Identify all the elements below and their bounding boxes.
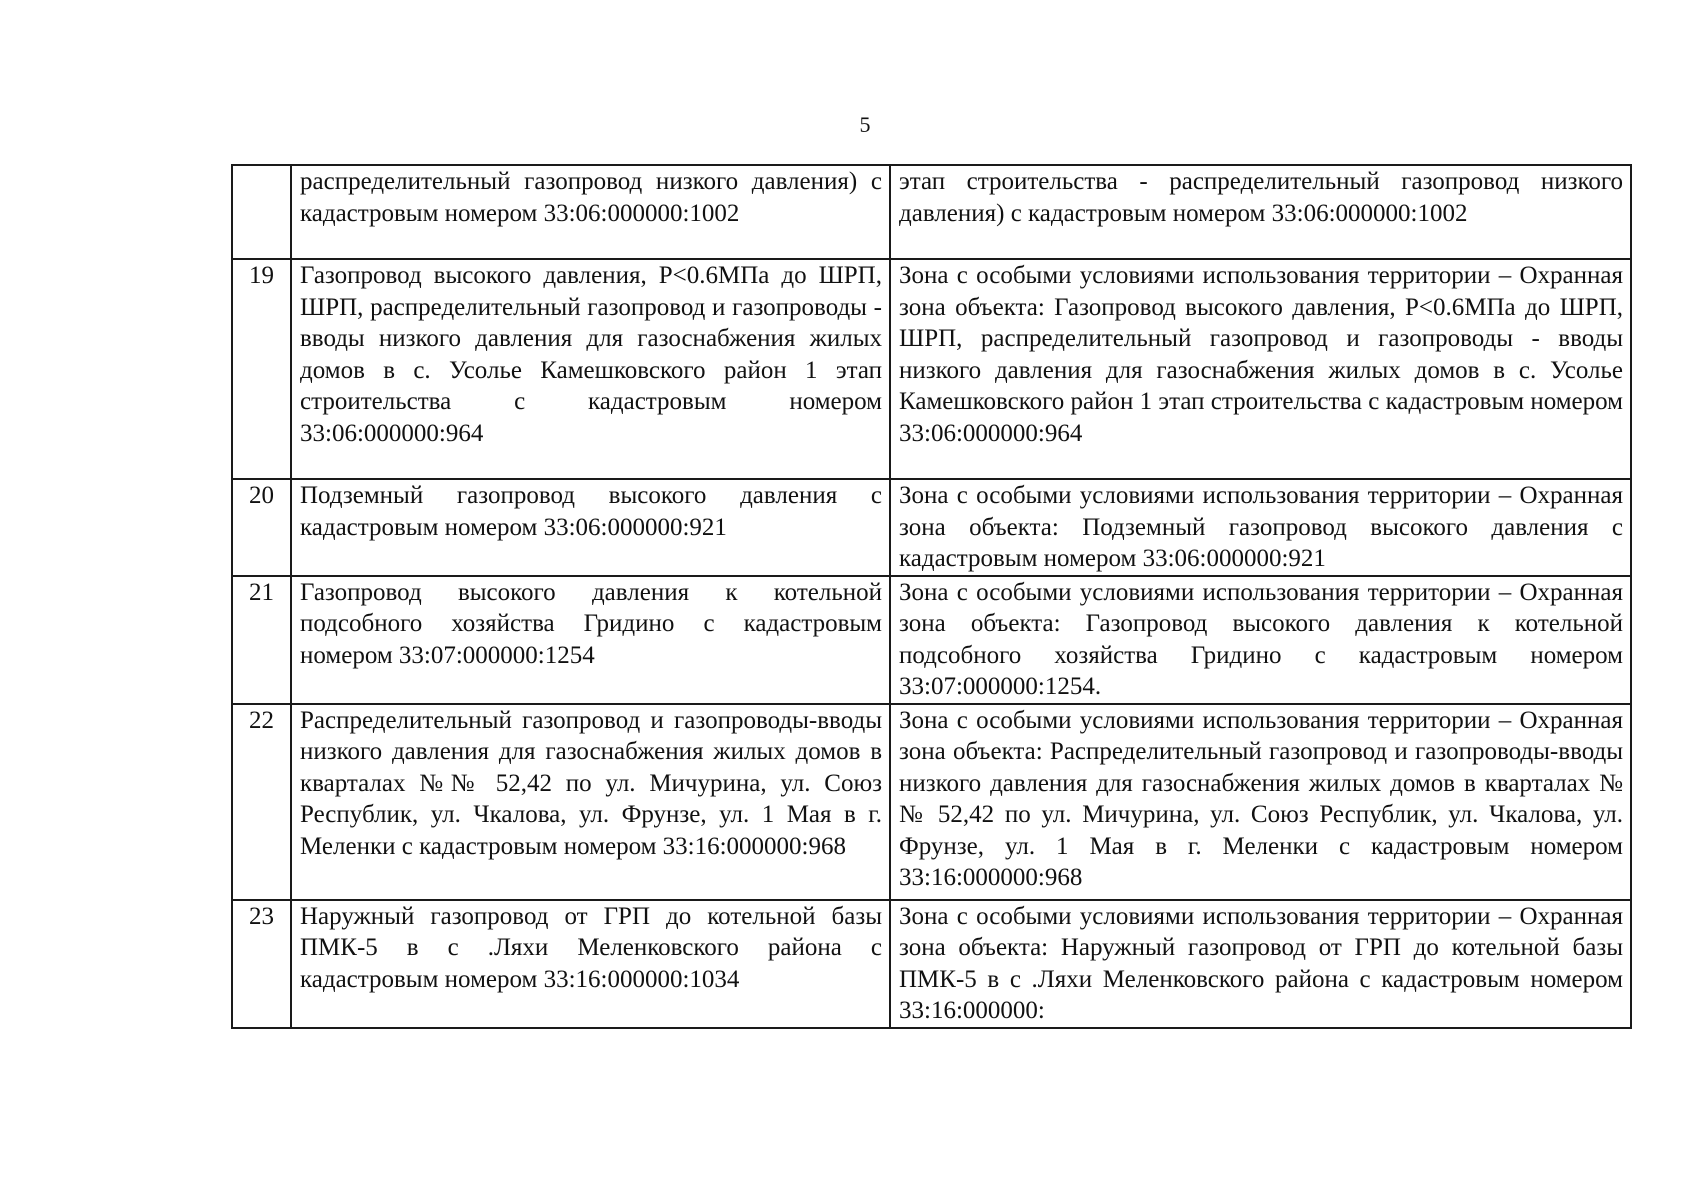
row-number-cell: 23	[232, 900, 291, 1028]
protection-zone-cell: Зона с особыми условиями использования территории – Охранная зона объекта: Распределительный газопровод и газопроводы-вводы низкого давления для газоснабжения жилых домов в кварталах №№ 52,42 по ул. Мичурина, ул. Союз Республик, ул. Чкалова, ул. Фрунзе, ул. 1 Мая в г. Меленки с кадастровым номером 33:16:000000:968	[890, 704, 1631, 900]
object-description-cell: Распределительный газопровод и газопроводы-вводы низкого давления для газоснабжения жилых домов в кварталах №№ 52,42 по ул. Мичурина, ул. Союз Республик, ул. Чкалова, ул. Фрунзе, ул. 1 Мая в г. Меленки с кадастровым номером 33:16:000000:968	[291, 704, 890, 900]
row-number-cell: 19	[232, 259, 291, 479]
page-number: 5	[859, 112, 871, 137]
object-description-cell: Подземный газопровод высокого давления с кадастровым номером 33:06:000000:921	[291, 479, 890, 576]
object-description-cell: Газопровод высокого давления к котельной подсобного хозяйства Гридино с кадастровым номером 33:07:000000:1254	[291, 576, 890, 704]
row-number-cell: 21	[232, 576, 291, 704]
protection-zone-cell: Зона с особыми условиями использования территории – Охранная зона объекта: Газопровод высокого давления, Р<0.6МПа до ШРП, ШРП, распределительный газопровод и газопроводы - вводы низкого давления для газоснабжения жилых домов в с. Усолье Камешковского район 1 этап строительства с кадастровым номером 33:06:000000:964	[890, 259, 1631, 479]
table-row	[232, 479, 1631, 576]
table-row	[232, 576, 1631, 704]
table-row	[232, 900, 1631, 1028]
row-number-cell: 20	[232, 479, 291, 576]
protection-zone-cell: Зона с особыми условиями использования территории – Охранная зона объекта: Подземный газопровод высокого давления с кадастровым номером 33:06:000000:921	[890, 479, 1631, 576]
row-number-cell: 22	[232, 704, 291, 900]
table-row	[232, 704, 1631, 900]
table-row	[232, 165, 1631, 259]
object-description-cell: Газопровод высокого давления, Р<0.6МПа до ШРП, ШРП, распределительный газопровод и газопроводы - вводы низкого давления для газоснабжения жилых домов в с. Усолье Камешковского район 1 этап строительства с кадастровым номером 33:06:000000:964	[291, 259, 890, 479]
table-row	[232, 259, 1631, 479]
protection-zone-cell: Зона с особыми условиями использования территории – Охранная зона объекта: Газопровод высокого давления к котельной подсобного хозяйства Гридино с кадастровым номером 33:07:000000:1254.	[890, 576, 1631, 704]
protection-zone-cell: этап строительства - распределительный газопровод низкого давления) с кадастровым номером 33:06:000000:1002	[890, 165, 1631, 259]
row-number-cell	[232, 165, 291, 259]
protection-zone-cell: Зона с особыми условиями использования территории – Охранная зона объекта: Наружный газопровод от ГРП до котельной базы ПМК-5 в с .Ляхи Меленковского района с кадастровым номером 33:16:000000:	[890, 900, 1631, 1028]
object-description-cell: распределительный газопровод низкого давления) с кадастровым номером 33:06:000000:1002	[291, 165, 890, 259]
registry-table	[231, 164, 1632, 1029]
object-description-cell: Наружный газопровод от ГРП до котельной базы ПМК-5 в с .Ляхи Меленковского района с кадастровым номером 33:16:000000:1034	[291, 900, 890, 1028]
